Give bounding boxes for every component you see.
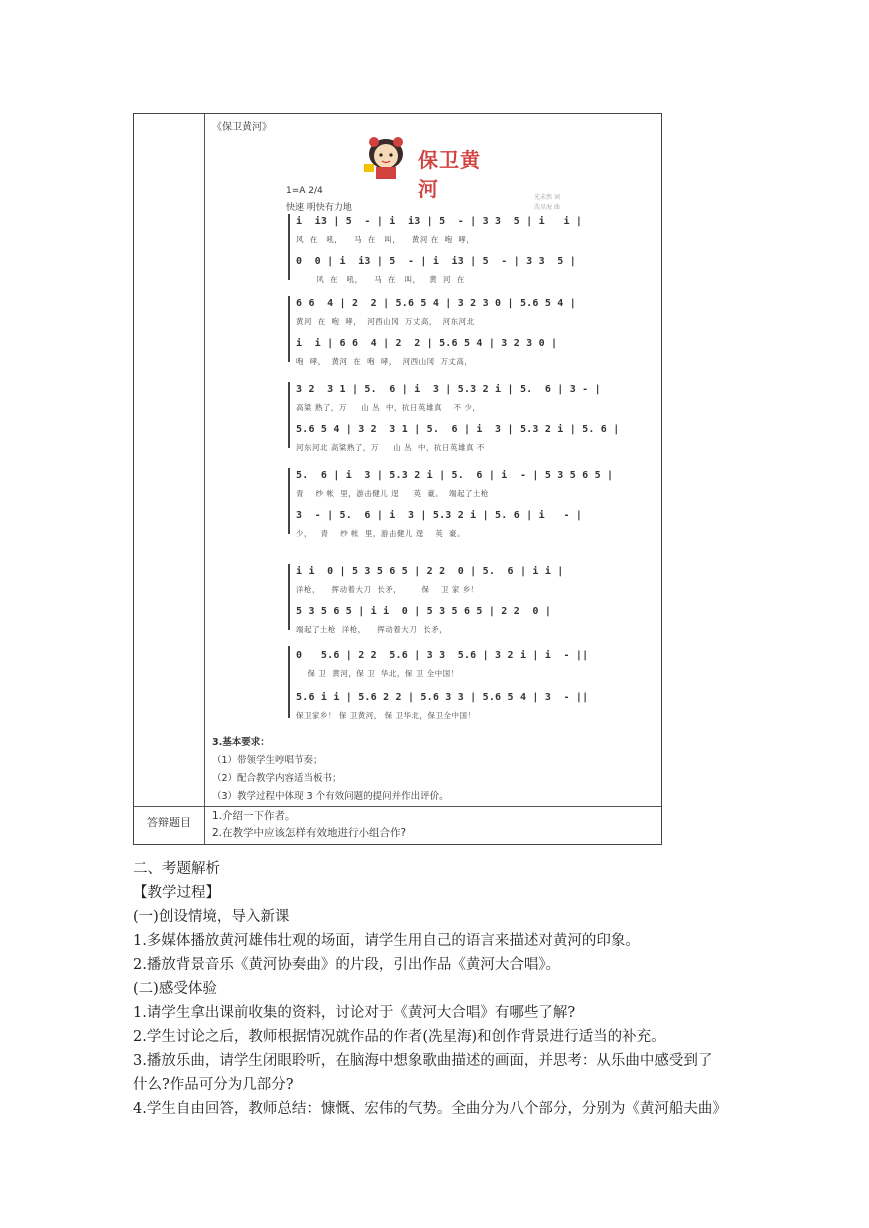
lyrics-line: 保 卫 黄河，保 卫 华北，保 卫 全中国！	[296, 669, 459, 678]
cartoon-girl-icon	[356, 132, 416, 182]
notation-line: i i 0 | 5 3 5 6 5 | 2 2 0 | 5. 6 | i i |	[296, 566, 564, 577]
logo-text: 保卫黄河	[418, 148, 481, 201]
paragraph: 什么?作品可分为几部分?	[133, 1077, 294, 1093]
requirement-item: （3）教学过程中体现 3 个有效问题的提问并作出评价。	[212, 791, 449, 802]
song-logo	[356, 132, 501, 201]
lyrics-line: 风 在 吼， 马 在 叫， 黄 河 在	[296, 275, 465, 284]
lyrics-line: 洋枪， 挥动着大刀 长矛， 保 卫 家 乡！	[296, 585, 479, 594]
tempo-marking: 快速 明快有力地	[286, 203, 352, 213]
subsection-heading: 【教学过程】	[133, 885, 220, 901]
notation-line: 5. 6 | i 3 | 5.3 2 i | 5. 6 | i - | 5 3 5 6 5 |	[296, 470, 614, 481]
notation-line: 5 3 5 6 5 | i i 0 | 5 3 5 6 5 | 2 2 0 |	[296, 606, 552, 617]
requirement-item: （1）带领学生哼唱节奏；	[212, 755, 323, 766]
section-heading: 二、考题解析	[133, 861, 220, 877]
song-title: 《保卫黄河》	[212, 122, 272, 133]
lesson-table	[133, 113, 662, 845]
qa-item: 1.介绍一下作者。	[212, 810, 296, 822]
lyrics-line: 咆 哮， 黄河 在 咆 哮， 河西山冈 万丈高，	[296, 357, 473, 366]
notation-line: 3 2 3 1 | 5. 6 | i 3 | 5.3 2 i | 5. 6 | 3 - |	[296, 384, 601, 395]
notation-line: 5.6 i i | 5.6 2 2 | 5.6 3 3 | 5.6 5 4 | 3 - ||	[296, 692, 589, 703]
notation-line: i i | 6 6 4 | 2 2 | 5.6 5 4 | 3 2 3 0 |	[296, 338, 558, 349]
key-signature: 1=A 2/4	[286, 186, 323, 196]
notation-line: 0 0 | i i3 | 5 - | i i3 | 5 - | 3 3 5 |	[296, 256, 576, 267]
requirement-item: （2）配合教学内容适当板书；	[212, 773, 342, 784]
lyrics-line: 少， 青 纱 帐 里，游击健儿 逞 英 豪。	[296, 529, 466, 538]
system-brace	[288, 214, 293, 280]
paragraph: 2.学生讨论之后，教师根据情况就作品的作者(冼星海)和创作背景进行适当的补充。	[133, 1029, 666, 1045]
lyrics-line: 风 在 吼， 马 在 叫， 黄河 在 咆 哮，	[296, 235, 475, 244]
paragraph: 2.播放背景音乐《黄河协奏曲》的片段，引出作品《黄河大合唱》。	[133, 957, 561, 973]
system-brace	[288, 382, 293, 448]
notation-line: 0 5.6 | 2 2 5.6 | 3 3 5.6 | 3 2 i | i - ||	[296, 650, 589, 661]
paragraph: 4.学生自由回答，教师总结：慷慨、宏伟的气势。全曲分为八个部分，分别为《黄河船夫曲》	[133, 1101, 727, 1117]
paragraph: 3.播放乐曲，请学生闭眼聆听，在脑海中想象歌曲描述的画面，并思考：从乐曲中感受到了	[133, 1053, 713, 1069]
lyrics-line: 河东河北 高粱熟了，万 山 丛 中，抗日英雄真 不	[296, 443, 485, 452]
system-brace	[288, 468, 293, 534]
paragraph: 1.请学生拿出课前收集的资料，讨论对于《黄河大合唱》有哪些了解?	[133, 1005, 576, 1021]
lyrics-line: 青 纱 帐 里，游击健儿 逞 英 豪。 端起了土枪	[296, 489, 490, 498]
system-brace	[288, 296, 293, 362]
lyricist-credit: 光未然 词	[534, 194, 560, 201]
lyrics-line: 保卫家乡！ 保 卫黄河， 保 卫华北，保卫全中国！	[296, 711, 476, 720]
step-heading: (二)感受体验	[133, 981, 217, 997]
paragraph: 1.多媒体播放黄河雄伟壮观的场面，请学生用自己的语言来描述对黄河的印象。	[133, 933, 640, 949]
table-row-divider	[134, 806, 661, 807]
notation-line: i i3 | 5 - | i i3 | 5 - | 3 3 5 | i i |	[296, 216, 583, 227]
requirements-title: 3.基本要求：	[212, 737, 270, 748]
notation-line: 3 - | 5. 6 | i 3 | 5.3 2 i | 5. 6 | i - |	[296, 510, 583, 521]
composer-credit: 冼星海 曲	[534, 204, 560, 211]
lyrics-line: 黄河 在 咆 哮， 河西山冈 万丈高， 河东河北	[296, 317, 475, 326]
system-brace	[288, 564, 293, 630]
lyrics-line: 高粱 熟了，万 山 丛 中，抗日英雄真 不 少，	[296, 403, 481, 412]
lyrics-line: 端起了土枪 洋枪， 挥动着大刀 长矛，	[296, 625, 448, 634]
system-brace	[288, 646, 293, 718]
table-column-divider	[204, 114, 205, 844]
step-heading: (一)创设情境，导入新课	[133, 909, 290, 925]
qa-item: 2.在教学中应该怎样有效地进行小组合作?	[212, 827, 407, 839]
qa-label: 答辩题目	[147, 816, 191, 829]
notation-line: 5.6 5 4 | 3 2 3 1 | 5. 6 | i 3 | 5.3 2 i | 5. 6 |	[296, 424, 620, 435]
notation-line: 6 6 4 | 2 2 | 5.6 5 4 | 3 2 3 0 | 5.6 5 4 |	[296, 298, 576, 309]
